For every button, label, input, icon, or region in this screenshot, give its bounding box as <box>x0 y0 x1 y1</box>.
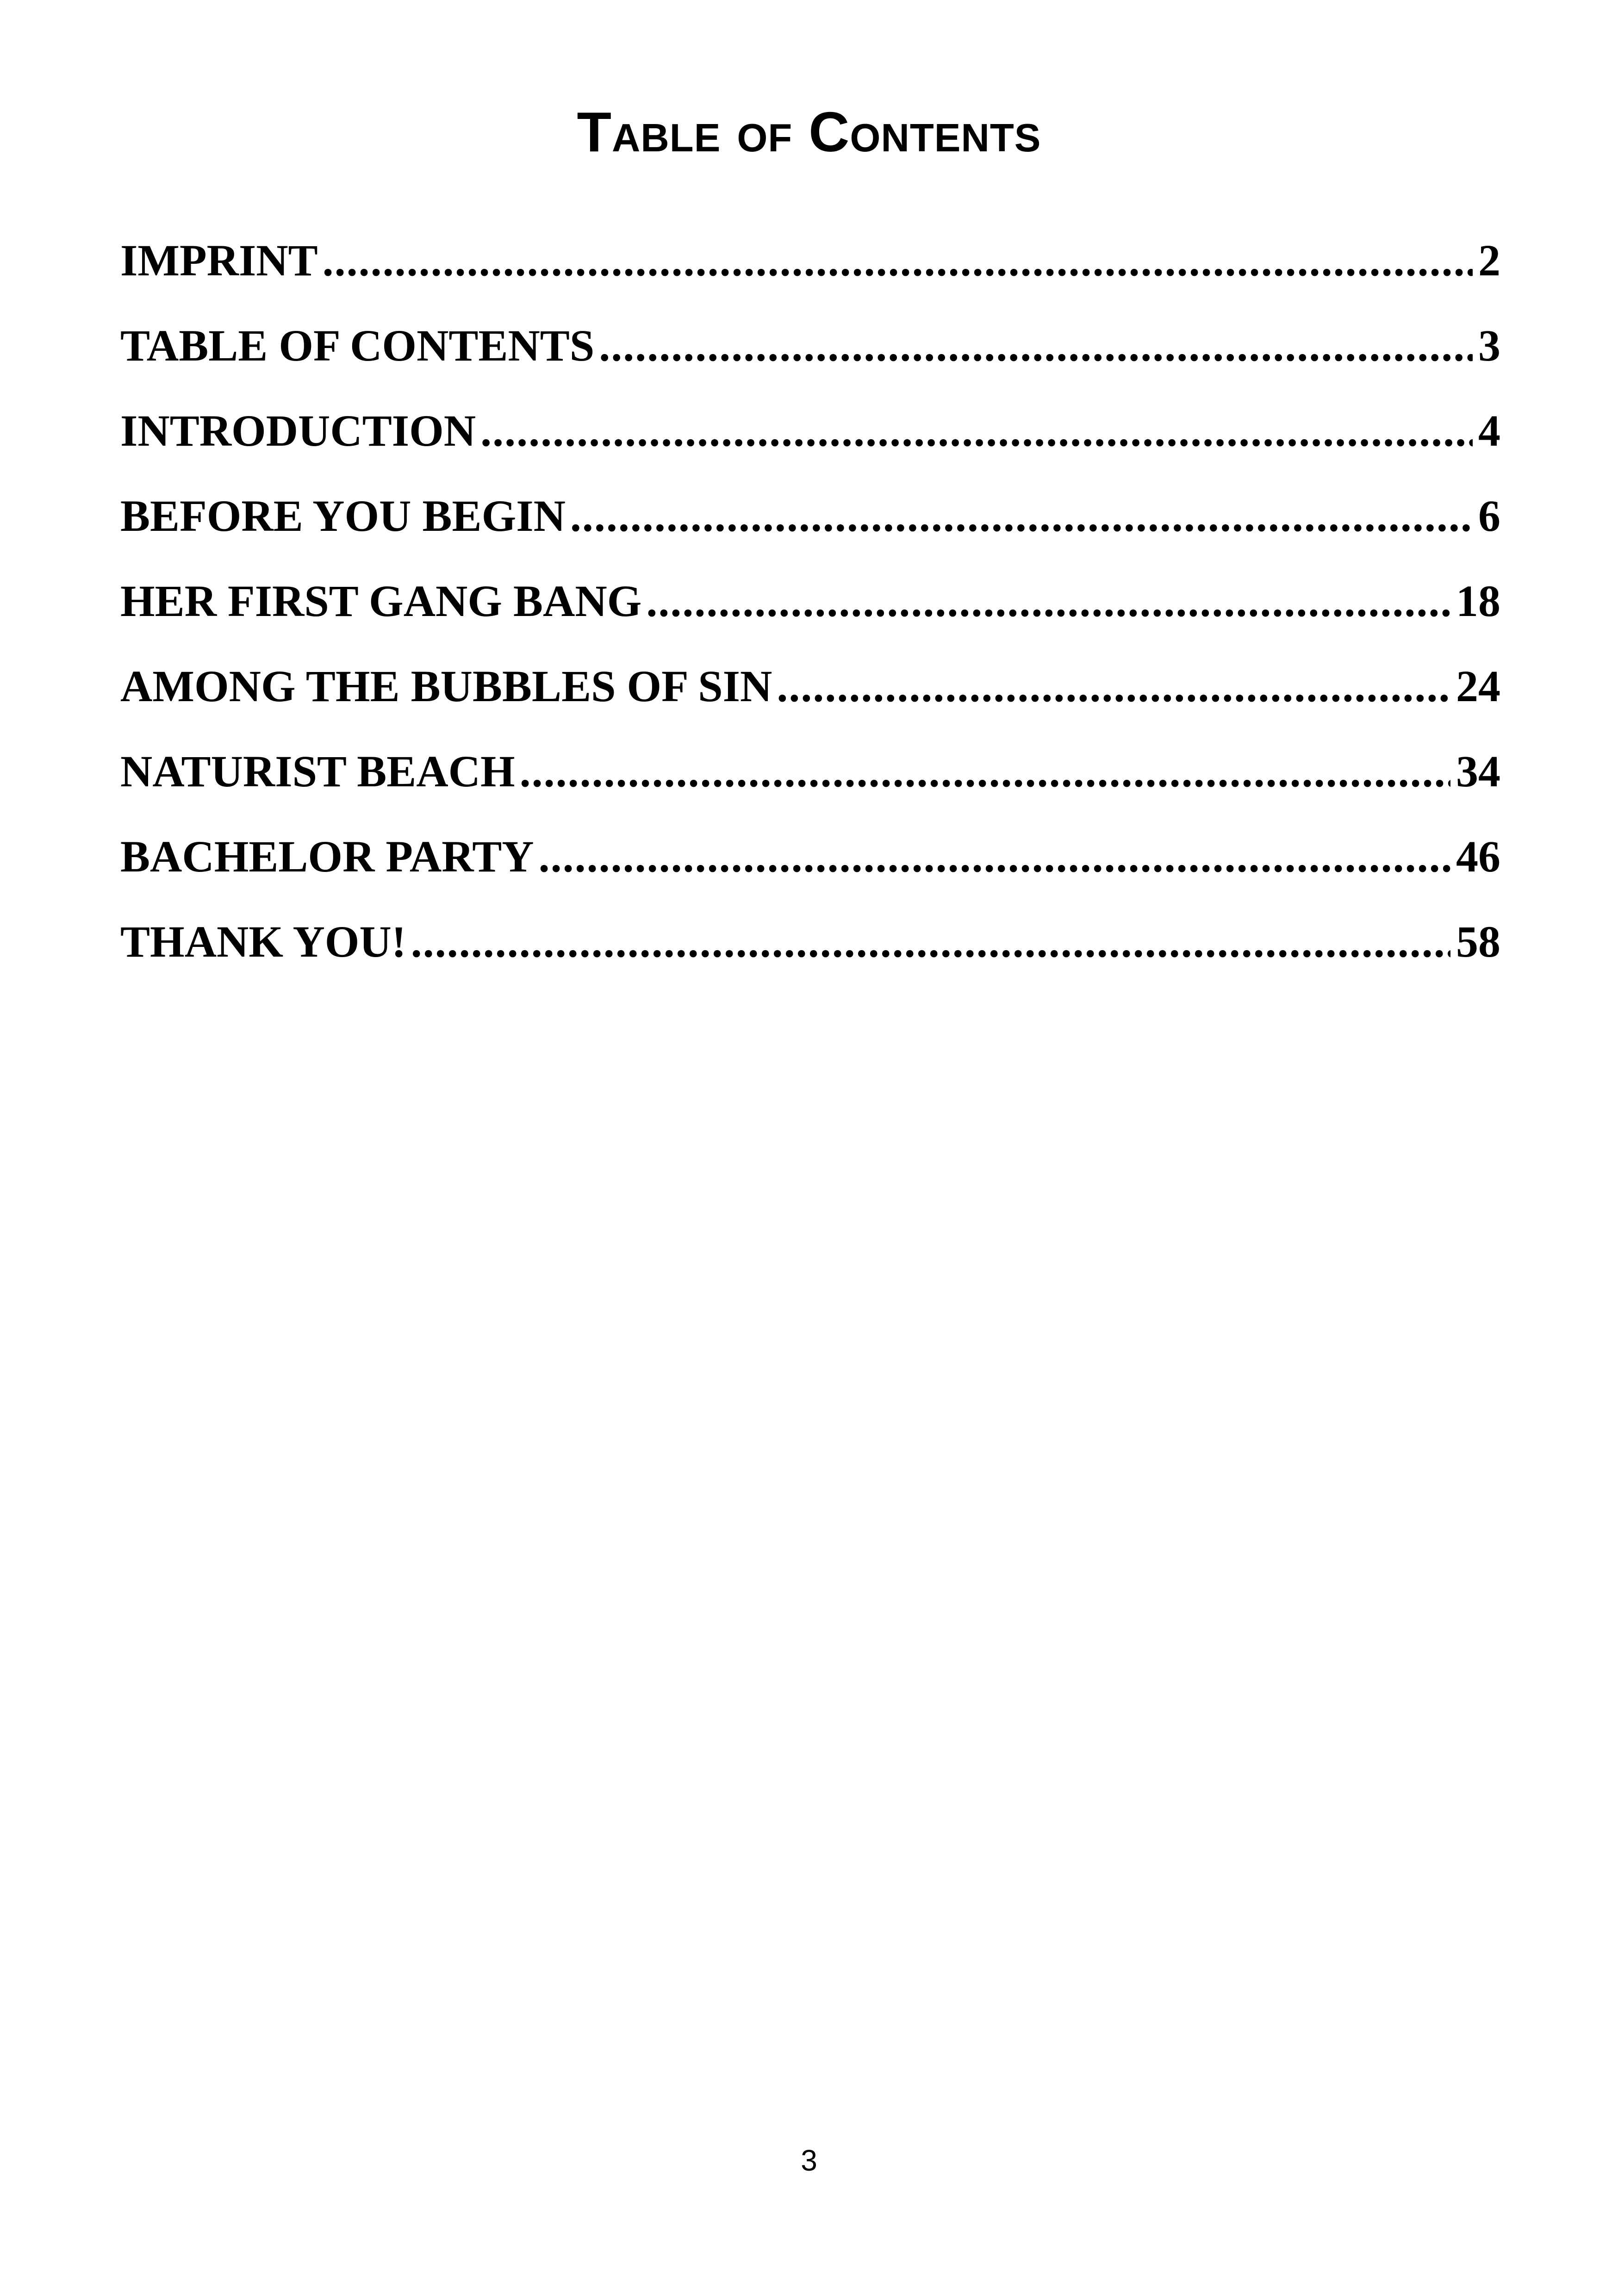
toc-entry-table-of-contents[interactable] <box>120 311 1500 396</box>
toc-entry-title: TABLE OF CONTENTS <box>120 321 595 370</box>
toc-entry-naturist-beach[interactable] <box>120 737 1500 822</box>
toc-entry-page: 24 <box>1456 661 1500 711</box>
toc-entry-her-first-gang-bang[interactable] <box>120 566 1500 652</box>
dot-leader <box>539 822 1450 891</box>
toc-entry-title: BEFORE YOU BEGIN <box>120 491 566 541</box>
toc-entry-introduction[interactable] <box>120 396 1500 481</box>
dot-leader <box>480 396 1473 466</box>
toc-entry-page: 4 <box>1478 406 1500 455</box>
dot-leader <box>411 907 1450 977</box>
toc-entry-thank-you[interactable] <box>120 907 1500 992</box>
toc-entry-title: THANK YOU! <box>120 917 406 966</box>
dot-leader <box>570 481 1473 551</box>
toc-entry-title: AMONG THE BUBBLES OF SIN <box>120 661 772 711</box>
toc-entry-before-you-begin[interactable] <box>120 481 1500 566</box>
toc-entry-page: 46 <box>1456 832 1500 881</box>
toc-entry-page: 34 <box>1456 747 1500 796</box>
toc-entry-among-the-bubbles-of-sin[interactable] <box>120 652 1500 737</box>
table-of-contents <box>120 226 1500 992</box>
toc-entry-page: 58 <box>1456 917 1500 966</box>
toc-entry-title: BACHELOR PARTY <box>120 832 534 881</box>
page-title: Table of Contents <box>577 100 1041 163</box>
toc-entry-page: 3 <box>1478 321 1500 370</box>
toc-entry-title: IMPRINT <box>120 236 318 285</box>
dot-leader <box>646 566 1450 636</box>
toc-entry-title: INTRODUCTION <box>120 406 476 455</box>
toc-entry-title: NATURIST BEACH <box>120 747 515 796</box>
dot-leader <box>323 226 1473 295</box>
toc-entry-page: 2 <box>1478 236 1500 285</box>
dot-leader <box>520 737 1450 806</box>
toc-entry-page: 6 <box>1478 491 1500 541</box>
dot-leader <box>599 311 1473 380</box>
dot-leader <box>777 652 1450 721</box>
toc-entry-page: 18 <box>1456 576 1500 626</box>
page-number: 3 <box>801 2144 817 2177</box>
toc-entry-imprint[interactable] <box>120 226 1500 311</box>
toc-entry-title: HER FIRST GANG BANG <box>120 576 642 626</box>
toc-entry-bachelor-party[interactable] <box>120 822 1500 907</box>
